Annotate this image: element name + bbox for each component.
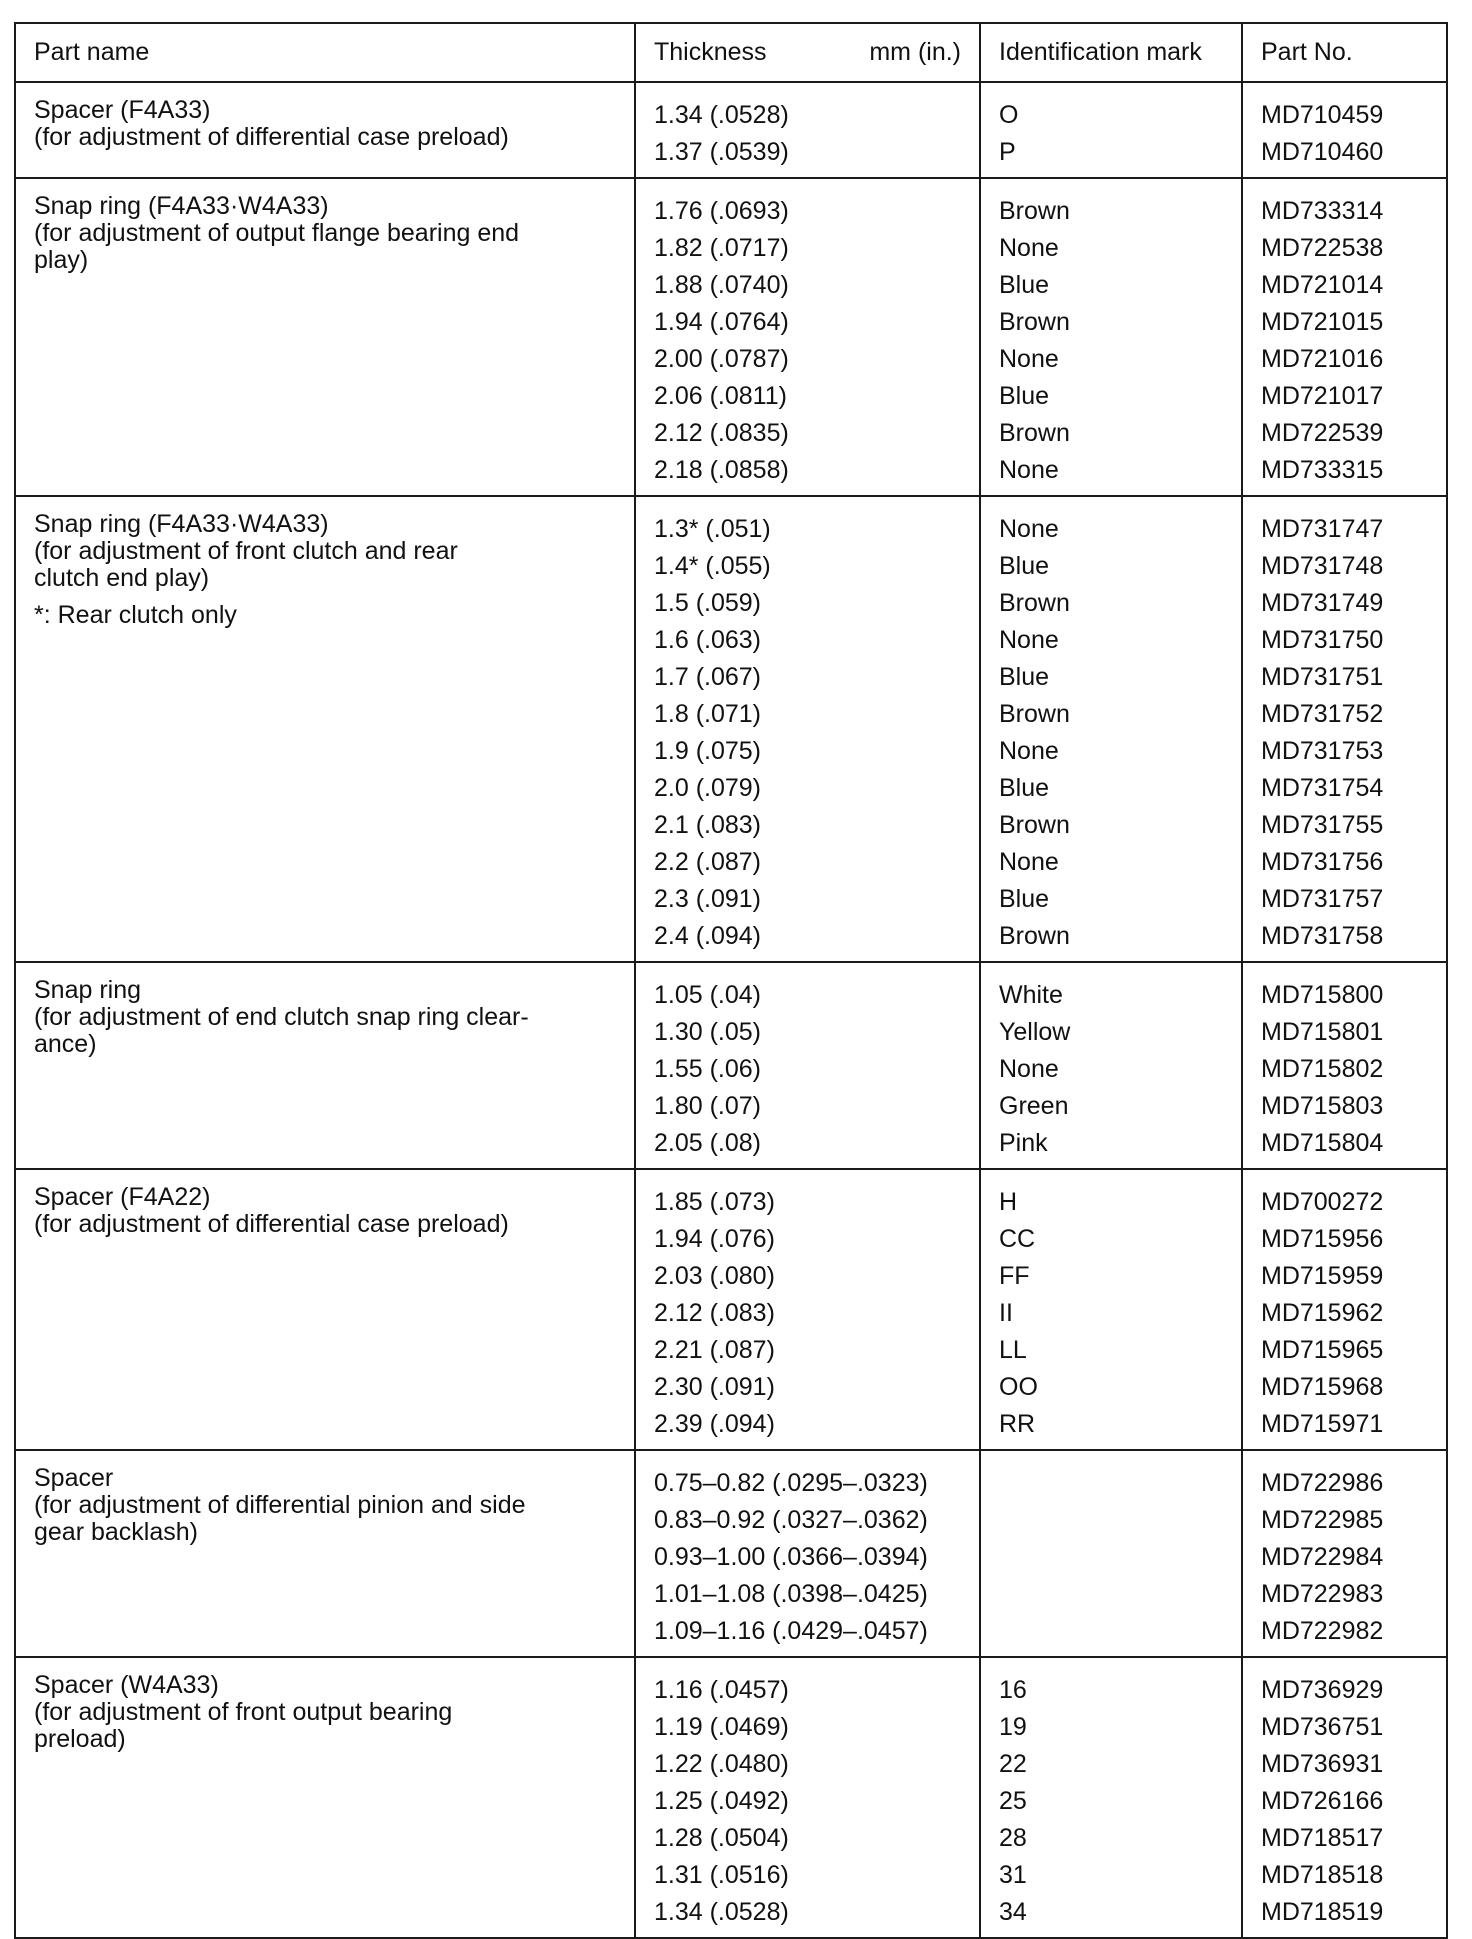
part-purpose-line: clutch end play)	[34, 564, 210, 592]
identification-mark-value: Brown	[999, 811, 1070, 839]
part-purpose-line: (for adjustment of front clutch and rear	[34, 537, 458, 565]
identification-mark-value: P	[999, 138, 1016, 166]
part-no-value: MD736931	[1261, 1750, 1384, 1778]
part-purpose-line: preload)	[34, 1725, 126, 1753]
thickness-value: 1.6 (.063)	[654, 626, 762, 654]
part-no-cell	[1242, 178, 1447, 496]
thickness-value: 1.88 (.0740)	[654, 271, 789, 299]
part-purpose-line: (for adjustment of front output bearing	[34, 1698, 453, 1726]
part-no-value: MD736751	[1261, 1713, 1384, 1741]
identification-mark-value: 34	[999, 1898, 1027, 1926]
part-no-value: MD710459	[1261, 101, 1384, 129]
part-no-value: MD731755	[1261, 811, 1384, 839]
thickness-value: 2.0 (.079)	[654, 774, 762, 802]
thickness-cell	[635, 962, 980, 1169]
part-no-value: MD731749	[1261, 589, 1384, 617]
identification-mark-value: None	[999, 515, 1059, 543]
header-part-name: Part name	[15, 23, 635, 82]
thickness-value: 0.93–1.00 (.0366–.0394)	[654, 1543, 928, 1571]
part-no-value: MD726166	[1261, 1787, 1384, 1815]
identification-mark-value: Brown	[999, 197, 1070, 225]
part-no-value: MD736929	[1261, 1676, 1384, 1704]
identification-mark-cell	[980, 962, 1242, 1169]
thickness-value: 0.83–0.92 (.0327–.0362)	[654, 1506, 928, 1534]
identification-mark-value: Brown	[999, 700, 1070, 728]
thickness-value: 0.75–0.82 (.0295–.0323)	[654, 1469, 928, 1497]
part-no-value: MD721016	[1261, 345, 1384, 373]
identification-mark-value: OO	[999, 1373, 1038, 1401]
identification-mark-value: Blue	[999, 774, 1050, 802]
identification-mark-value: II	[999, 1299, 1013, 1327]
part-purpose-line: (for adjustment of differential case preload)	[34, 123, 509, 151]
identification-mark-value: None	[999, 345, 1059, 373]
thickness-value: 1.94 (.0764)	[654, 308, 789, 336]
part-no-value: MD715802	[1261, 1055, 1384, 1083]
thickness-value: 2.39 (.094)	[654, 1410, 775, 1438]
thickness-value: 1.34 (.0528)	[654, 1898, 789, 1926]
thickness-value: 2.21 (.087)	[654, 1336, 775, 1364]
part-no-cell	[1242, 1450, 1447, 1657]
part-group-row	[15, 178, 1447, 496]
identification-mark-value: White	[999, 981, 1063, 1009]
part-purpose-line: (for adjustment of output flange bearing end	[34, 219, 520, 247]
part-no-cell	[1242, 1657, 1447, 1938]
identification-mark-value: 22	[999, 1750, 1027, 1778]
identification-mark-value: FF	[999, 1262, 1030, 1290]
empty-value	[999, 1465, 1227, 1502]
thickness-value: 1.5 (.059)	[654, 589, 762, 617]
part-group-row	[15, 1450, 1447, 1657]
part-no-value: MD718519	[1261, 1898, 1384, 1926]
thickness-value: 1.9 (.075)	[654, 737, 762, 765]
part-no-value: MD721014	[1261, 271, 1384, 299]
part-purpose-line: (for adjustment of differential case preload)	[34, 1210, 509, 1238]
thickness-value: 2.06 (.0811)	[654, 382, 787, 410]
thickness-value: 1.82 (.0717)	[654, 234, 789, 262]
identification-mark-value: 16	[999, 1676, 1027, 1704]
part-no-value: MD733314	[1261, 197, 1384, 225]
part-no-cell	[1242, 962, 1447, 1169]
part-no-value: MD731748	[1261, 552, 1384, 580]
identification-mark-value: Blue	[999, 382, 1050, 410]
thickness-value: 1.7 (.067)	[654, 663, 762, 691]
part-name: Snap ring (F4A33·W4A33)	[34, 510, 329, 538]
thickness-value: 2.30 (.091)	[654, 1373, 775, 1401]
part-no-value: MD731751	[1261, 663, 1384, 691]
part-name-cell	[15, 496, 635, 962]
part-name: Spacer (F4A22)	[34, 1183, 211, 1211]
part-no-value: MD715968	[1261, 1373, 1384, 1401]
part-name: Snap ring (F4A33·W4A33)	[34, 192, 329, 220]
identification-mark-value: O	[999, 101, 1019, 129]
part-no-value: MD715959	[1261, 1262, 1384, 1290]
part-no-value: MD722984	[1261, 1543, 1384, 1571]
identification-mark-value: Brown	[999, 419, 1070, 447]
part-name-cell	[15, 178, 635, 496]
header-thickness-unit: mm (in.)	[869, 38, 961, 66]
identification-mark-value: H	[999, 1188, 1018, 1216]
thickness-cell	[635, 1169, 980, 1450]
part-no-value: MD722986	[1261, 1469, 1384, 1497]
empty-value	[999, 1502, 1227, 1539]
parts-table	[14, 22, 1448, 1939]
part-no-cell	[1242, 496, 1447, 962]
thickness-value: 1.80 (.07)	[654, 1092, 762, 1120]
thickness-value: 1.3* (.051)	[654, 515, 771, 543]
header-thickness	[635, 23, 980, 82]
thickness-value: 2.12 (.0835)	[654, 419, 789, 447]
part-no-value: MD721017	[1261, 382, 1384, 410]
thickness-value: 1.22 (.0480)	[654, 1750, 789, 1778]
empty-value	[999, 1613, 1227, 1650]
identification-mark-value: Green	[999, 1092, 1069, 1120]
thickness-value: 2.4 (.094)	[654, 922, 762, 950]
part-purpose-line: gear backlash)	[34, 1518, 198, 1546]
thickness-cell	[635, 496, 980, 962]
thickness-value: 1.05 (.04)	[654, 981, 762, 1009]
part-no-value: MD731756	[1261, 848, 1384, 876]
part-no-value: MD715971	[1261, 1410, 1384, 1438]
table-body	[15, 82, 1447, 1938]
identification-mark-value: CC	[999, 1225, 1036, 1253]
identification-mark-value: None	[999, 456, 1059, 484]
empty-value	[999, 1539, 1227, 1576]
part-group-row	[15, 1169, 1447, 1450]
part-no-value: MD715962	[1261, 1299, 1384, 1327]
identification-mark-value: None	[999, 737, 1059, 765]
thickness-value: 1.94 (.076)	[654, 1225, 775, 1253]
thickness-value: 2.3 (.091)	[654, 885, 762, 913]
part-no-value: MD722538	[1261, 234, 1384, 262]
thickness-value: 1.34 (.0528)	[654, 101, 789, 129]
part-purpose-line: ance)	[34, 1030, 97, 1058]
thickness-value: 1.19 (.0469)	[654, 1713, 789, 1741]
part-no-cell	[1242, 82, 1447, 178]
identification-mark-cell	[980, 496, 1242, 962]
identification-mark-value: None	[999, 626, 1059, 654]
identification-mark-cell	[980, 1657, 1242, 1938]
part-no-value: MD718517	[1261, 1824, 1384, 1852]
part-name-cell	[15, 82, 635, 178]
part-group-row	[15, 962, 1447, 1169]
identification-mark-cell	[980, 82, 1242, 178]
part-group-row	[15, 1657, 1447, 1938]
identification-mark-value: RR	[999, 1410, 1036, 1438]
part-no-value: MD731747	[1261, 515, 1384, 543]
part-no-value: MD715803	[1261, 1092, 1384, 1120]
part-name: Snap ring	[34, 976, 142, 1004]
thickness-value: 2.18 (.0858)	[654, 456, 789, 484]
identification-mark-value: LL	[999, 1336, 1027, 1364]
identification-mark-cell	[980, 1169, 1242, 1450]
thickness-value: 2.1 (.083)	[654, 811, 762, 839]
identification-mark-value: Brown	[999, 308, 1070, 336]
thickness-value: 2.05 (.08)	[654, 1129, 762, 1157]
thickness-cell	[635, 82, 980, 178]
thickness-value: 1.25 (.0492)	[654, 1787, 789, 1815]
identification-mark-value: Blue	[999, 885, 1050, 913]
part-purpose-line: (for adjustment of end clutch snap ring clear-	[34, 1003, 529, 1031]
part-no-value: MD715800	[1261, 981, 1384, 1009]
part-no-value: MD718518	[1261, 1861, 1384, 1889]
part-name-cell	[15, 962, 635, 1169]
identification-mark-value: None	[999, 1055, 1059, 1083]
identification-mark-value: Pink	[999, 1129, 1048, 1157]
part-name-cell	[15, 1169, 635, 1450]
thickness-cell	[635, 178, 980, 496]
thickness-value: 1.8 (.071)	[654, 700, 762, 728]
part-no-value: MD715965	[1261, 1336, 1384, 1364]
identification-mark-value: Blue	[999, 663, 1050, 691]
thickness-value: 2.00 (.0787)	[654, 345, 789, 373]
part-no-value: MD733315	[1261, 456, 1384, 484]
header-identification-mark: Identification mark	[980, 23, 1242, 82]
header-row	[15, 23, 1447, 82]
part-no-value: MD731750	[1261, 626, 1384, 654]
identification-mark-cell	[980, 1450, 1242, 1657]
thickness-value: 1.28 (.0504)	[654, 1824, 789, 1852]
part-no-value: MD715956	[1261, 1225, 1384, 1253]
identification-mark-value: Brown	[999, 922, 1070, 950]
thickness-value: 1.4* (.055)	[654, 552, 771, 580]
part-no-value: MD731754	[1261, 774, 1384, 802]
part-no-value: MD700272	[1261, 1188, 1384, 1216]
header-thickness-label: Thickness	[654, 38, 767, 66]
thickness-value: 1.01–1.08 (.0398–.0425)	[654, 1580, 928, 1608]
identification-mark-value: None	[999, 848, 1059, 876]
part-no-value: MD715804	[1261, 1129, 1384, 1157]
identification-mark-cell	[980, 178, 1242, 496]
part-no-value: MD710460	[1261, 138, 1384, 166]
part-no-value: MD722539	[1261, 419, 1384, 447]
thickness-value: 1.55 (.06)	[654, 1055, 762, 1083]
part-no-cell	[1242, 1169, 1447, 1450]
part-name: Spacer (W4A33)	[34, 1671, 219, 1699]
part-name: Spacer	[34, 1464, 114, 1492]
thickness-value: 2.2 (.087)	[654, 848, 762, 876]
part-name-cell	[15, 1657, 635, 1938]
empty-value	[999, 1576, 1227, 1613]
identification-mark-value: 19	[999, 1713, 1027, 1741]
part-no-value: MD731758	[1261, 922, 1384, 950]
identification-mark-value: Yellow	[999, 1018, 1071, 1046]
part-no-value: MD721015	[1261, 308, 1384, 336]
part-no-value: MD722985	[1261, 1506, 1384, 1534]
thickness-value: 1.37 (.0539)	[654, 138, 789, 166]
thickness-cell	[635, 1657, 980, 1938]
identification-mark-value: 31	[999, 1861, 1027, 1889]
thickness-value: 1.85 (.073)	[654, 1188, 775, 1216]
thickness-value: 1.30 (.05)	[654, 1018, 762, 1046]
thickness-value: 2.12 (.083)	[654, 1299, 775, 1327]
part-group-row	[15, 496, 1447, 962]
part-no-value: MD731753	[1261, 737, 1384, 765]
part-name: Spacer (F4A33)	[34, 96, 211, 124]
identification-mark-value: None	[999, 234, 1059, 262]
header-part-no: Part No.	[1242, 23, 1447, 82]
part-no-value: MD731757	[1261, 885, 1384, 913]
part-name-cell	[15, 1450, 635, 1657]
identification-mark-value: Brown	[999, 589, 1070, 617]
part-group-row	[15, 82, 1447, 178]
part-note: *: Rear clutch only	[34, 601, 237, 629]
thickness-value: 1.76 (.0693)	[654, 197, 789, 225]
part-no-value: MD722982	[1261, 1617, 1384, 1645]
identification-mark-value: 25	[999, 1787, 1027, 1815]
thickness-value: 1.16 (.0457)	[654, 1676, 789, 1704]
identification-mark-value: Blue	[999, 271, 1050, 299]
part-purpose-line: (for adjustment of differential pinion and side	[34, 1491, 526, 1519]
thickness-cell	[635, 1450, 980, 1657]
part-purpose-line: play)	[34, 246, 89, 274]
thickness-value: 2.03 (.080)	[654, 1262, 775, 1290]
identification-mark-value: 28	[999, 1824, 1027, 1852]
thickness-value: 1.09–1.16 (.0429–.0457)	[654, 1617, 928, 1645]
part-no-value: MD715801	[1261, 1018, 1384, 1046]
thickness-value: 1.31 (.0516)	[654, 1861, 789, 1889]
part-no-value: MD731752	[1261, 700, 1384, 728]
identification-mark-value: Blue	[999, 552, 1050, 580]
part-no-value: MD722983	[1261, 1580, 1384, 1608]
